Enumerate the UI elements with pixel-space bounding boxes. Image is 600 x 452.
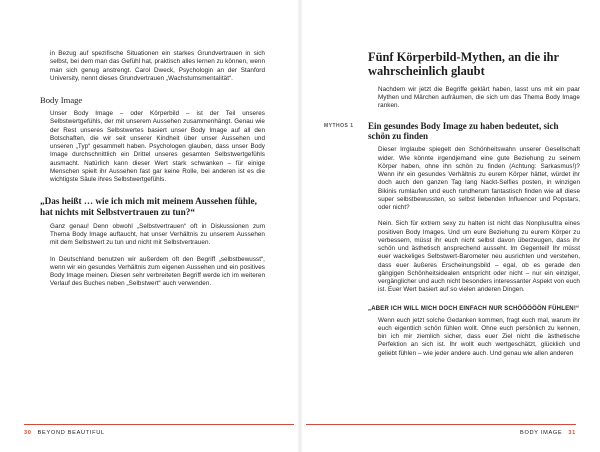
page-number-right: 31 xyxy=(568,430,576,436)
myth-heading xyxy=(324,121,580,142)
right-paragraph-myth: Dieser Irrglaube spiegelt den Schönheitswahn unserer Gesellschaft wider. Wie könnte irgendjemand eine gute Beziehung zu seinem Körper haben, ohne ihn schön zu finden (Achtung: Sarkasmus!)? Wenn ihr ein gesundes Verhältnis zu eurem Körper hättet, würdet ihr doch auch den ganzen Tag lang Nackt-Selfies posten, in winzigen Bikinis rumlaufen und euch rundherum fantastisch finden wie all diese super selbstbewussten, so selbst liebenden Influencer und Popstars, oder nicht? xyxy=(378,146,580,212)
myth-title: Ein gesundes Body Image zu haben bedeutet, sich schön zu finden xyxy=(368,120,559,141)
right-paragraph-intro: Nachdem wir jetzt die Begriffe geklärt haben, lasst uns mit ein paar Mythen und Märchen aufräumen, die sich um das Thema Body Image ranken. xyxy=(378,85,580,110)
right-paragraph-nein: Nein. Sich für extrem sexy zu halten ist nicht das Nonplusultra eines positiven Body Images. Und um eure Beziehung zu eurem Körper zu verbessern, müsst ihr euch nicht selbst davon überzeugen, dass ihr schön und ästhetisch ansprechend ausseht. Im Gegenteil! Ihr müsst euer wackeliges Selbstwert-Barometer neu ausrichten und verstehen, dass euer äußeres Erscheinungsbild – egal, ob es gerade den gängigen Schönheitsidealen entspricht oder nicht – nur ein einziger, vergänglicher und auch nicht besonders interessanter Aspekt von euch ist. Euer Wert basiert auf so vielen anderen Dingen. xyxy=(378,220,580,294)
running-title-right: BODY IMAGE xyxy=(520,430,563,436)
left-paragraph-body-image: Unser Body Image – oder Körperbild – ist der Teil unseres Selbstwertgefühls, der mit unserem Aussehen zusammenhängt. Genau wie der Rest unseres Selbstwertes basiert unser Body Image auf all den Botschaften, die wir seit unserer Kindheit über unser Aussehen und unseren „Typ“ gesammelt haben. Psychologen glauben, dass unser Body Image durchschnittlich ein Drittel unseres gesamten Selbstwertgefühls ausmacht. Natürlich kann dieser Wert stark schwanken – für einige Menschen spielt ihr Aussehen fast gar keine Rolle, bei anderen ist es die wichtigste Säule ihres Selbstwertgefühls. xyxy=(50,110,265,183)
left-paragraph-selbstbewusst: In Deutschland benutzen wir außerdem oft den Begriff „selbstbewusst“, wenn wir ein gesundes Verhältnis zum eigenen Aussehen und ein positives Body Image meinen. Diesen sehr verbreiteten Begriff werde ich im weiteren Verlauf des Buches neben „Selbstwert“ auch verwenden. xyxy=(50,255,265,288)
section-heading-body-image: Body Image xyxy=(40,95,83,105)
running-title-left: BEYOND BEAUTIFUL xyxy=(37,430,105,436)
left-paragraph-intro: in Bezug auf spezifische Situationen ein starkes Grundvertrauen in sich selbst, bei dem man das Gefühl hat, praktisch alles lernen zu können, wenn man sich genug anstrengt. Carol Dweck, Psychologin an der Stanford University, nennt dieses Grundvertrauen „Wachstumsmentalität“. xyxy=(50,50,265,82)
caps-subheading: „ABER ICH WILL MICH DOCH EINFACH NUR SCHÖÖÖÖÖN FÜHLEN!“ xyxy=(368,305,580,312)
right-page-footer xyxy=(306,424,576,438)
page-number-left: 30 xyxy=(24,430,32,436)
myth-label: MYTHOS 1 xyxy=(324,122,354,129)
chapter-heading: Fünf Körperbild-Mythen, an die ihr wahrscheinlich glaubt xyxy=(368,50,559,79)
left-paragraph-answer: Ganz genau! Denn obwohl „Selbstvertrauen“ oft in Diskussionen zum Thema Body Image auftaucht, hat unser Verhältnis zu unserem Aussehen mit dem Selbstwert zu tun und nicht mit Selbstvertrauen. xyxy=(50,222,265,247)
quote-heading: „Das heißt … wie ich mich mit meinem Aussehen fühle, hat nichts mit Selbstvertrauen zu tun?“ xyxy=(40,196,257,218)
right-text-column xyxy=(324,50,580,358)
right-paragraph-closing: Wenn euch jetzt solche Gedanken kommen, fragt euch mal, warum ihr euch eigentlich schön fühlen wollt. Ohne euch persönlich zu kennen, bin ich mir ziemlich sicher, dass euer Ziel nicht die ästhetische Perfektion an sich ist. Ihr wollt euch wertgeschätzt, glücklich und geliebt fühlen – wie jeder andere auch. Und genau wie allen anderen xyxy=(378,316,580,357)
